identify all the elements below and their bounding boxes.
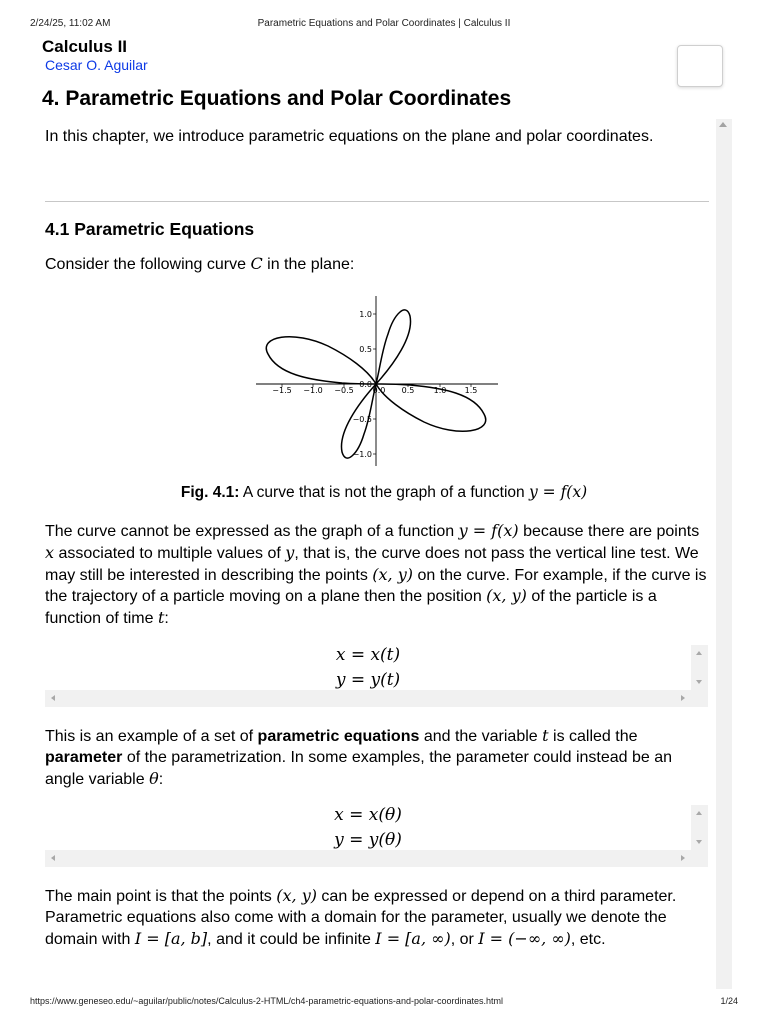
paragraph-curve bbox=[45, 254, 710, 276]
math: I = [a, ∞) bbox=[375, 928, 451, 948]
book-title[interactable]: Calculus II bbox=[42, 37, 128, 56]
math: t bbox=[542, 726, 549, 745]
intro-paragraph: In this chapter, we introduce parametric equations on the plane and polar coordinates. bbox=[45, 128, 654, 145]
paragraph-graph bbox=[45, 521, 710, 630]
figure-caption bbox=[0, 483, 768, 502]
term-parameter: parameter bbox=[45, 748, 123, 766]
math: t bbox=[157, 608, 165, 628]
para1-text-a: Consider the following curve bbox=[45, 256, 251, 273]
x-tick-label: 0.0 bbox=[372, 386, 386, 395]
text: The curve cannot be expressed as the graph of a function bbox=[45, 523, 459, 540]
equation-horizontal-scrollbar[interactable] bbox=[45, 850, 708, 867]
equation-block-t bbox=[45, 645, 708, 707]
text: , and it could be infinite bbox=[207, 930, 376, 948]
math: θ bbox=[149, 768, 159, 788]
paragraph-parameter bbox=[45, 726, 710, 790]
math: x bbox=[45, 542, 55, 562]
curve-lobe-upper bbox=[266, 310, 410, 384]
term-parametric-equations: parametric equations bbox=[257, 728, 420, 745]
y-tick-label: 1.0 bbox=[359, 310, 372, 319]
print-page-number: 1/24 bbox=[720, 996, 738, 1006]
equation-y-t: y = y(t) bbox=[335, 670, 401, 690]
y-tick-label: 0.5 bbox=[359, 345, 372, 354]
y-tick-label: 0.0 bbox=[359, 380, 372, 389]
text: : bbox=[164, 610, 169, 628]
para1-text-b: in the plane: bbox=[262, 256, 355, 273]
x-tick-label: −1.0 bbox=[303, 386, 323, 395]
paragraph-domain bbox=[45, 886, 710, 950]
equation-x-t: x = x(t) bbox=[335, 645, 401, 665]
x-tick-label: 0.5 bbox=[401, 386, 415, 395]
equation-x-theta: x = x(θ) bbox=[334, 805, 402, 825]
menu-button[interactable] bbox=[677, 45, 723, 87]
math: (x, y) bbox=[372, 564, 413, 584]
text: and the variable bbox=[419, 728, 543, 745]
author-link[interactable]: Cesar O. Aguilar bbox=[45, 57, 148, 73]
text: The main point is that the points bbox=[45, 888, 277, 905]
text: of the particle is a function of time bbox=[45, 588, 657, 628]
scroll-down-icon[interactable] bbox=[696, 680, 702, 684]
caption-math: y = f(x) bbox=[528, 483, 588, 501]
math: I = (−∞, ∞) bbox=[478, 928, 571, 948]
equation-block-theta bbox=[45, 805, 708, 867]
caption-label: Fig. 4.1: bbox=[180, 484, 240, 501]
scroll-right-icon[interactable] bbox=[681, 855, 685, 861]
para1-math-c: C bbox=[250, 254, 263, 273]
text: , or bbox=[450, 930, 479, 948]
section-title: 4.1 Parametric Equations bbox=[45, 219, 255, 239]
x-tick-label: 1.5 bbox=[464, 386, 478, 395]
x-tick-label: 1.0 bbox=[433, 386, 447, 395]
scroll-up-icon[interactable] bbox=[719, 122, 727, 127]
y-tick-label: −1.0 bbox=[352, 450, 372, 459]
text: on the curve. For example, if the curve is the trajectory of a particle moving on a plane then the position bbox=[45, 566, 707, 606]
scroll-left-icon[interactable] bbox=[51, 695, 55, 701]
text: This is an example of a set of bbox=[45, 728, 258, 745]
scroll-up-icon[interactable] bbox=[696, 811, 702, 815]
math: I = [a, b] bbox=[134, 928, 208, 948]
scroll-right-icon[interactable] bbox=[681, 695, 685, 701]
chapter-title: 4. Parametric Equations and Polar Coordinates bbox=[42, 87, 512, 110]
print-datetime: 2/24/25, 11:02 AM bbox=[30, 18, 111, 29]
print-url: https://www.geneseo.edu/~aguilar/public/notes/Calculus-2-HTML/ch4-parametric-equations-and-polar-coordinates.html bbox=[30, 996, 503, 1006]
equation-vertical-scrollbar[interactable] bbox=[691, 805, 708, 850]
text: : bbox=[158, 770, 164, 788]
math: y = f(x) bbox=[458, 521, 519, 540]
text: because there are points bbox=[518, 523, 700, 540]
text: is called the bbox=[548, 728, 638, 745]
text: of the parametrization. In some examples, the parameter could instead be an angle variable bbox=[45, 748, 673, 788]
text: , etc. bbox=[570, 930, 606, 948]
equation-horizontal-scrollbar[interactable] bbox=[45, 690, 708, 707]
page-scrollbar[interactable] bbox=[716, 119, 732, 989]
curve-figure bbox=[252, 296, 502, 470]
divider bbox=[45, 201, 709, 202]
math: (x, y) bbox=[276, 886, 317, 905]
print-doc-title: Parametric Equations and Polar Coordinates | Calculus II bbox=[257, 18, 511, 29]
math: y bbox=[285, 542, 295, 562]
y-tick-label: −0.5 bbox=[352, 415, 372, 424]
text: can be expressed or depend on a third parameter. Parametric equations also come with a domain for the parameter, usually we denote the domain with bbox=[45, 888, 677, 948]
x-tick-label: −1.5 bbox=[272, 386, 292, 395]
scroll-up-icon[interactable] bbox=[696, 651, 702, 655]
text: , that is, the curve does not pass the vertical line test. We may still be interested in describing the points bbox=[45, 544, 699, 584]
x-tick-label: −0.5 bbox=[334, 386, 354, 395]
scroll-down-icon[interactable] bbox=[696, 840, 702, 844]
caption-text: A curve that is not the graph of a function bbox=[239, 484, 529, 501]
scroll-left-icon[interactable] bbox=[51, 855, 55, 861]
text: associated to multiple values of bbox=[54, 544, 286, 562]
equation-y-theta: y = y(θ) bbox=[334, 830, 402, 850]
math: (x, y) bbox=[486, 586, 527, 606]
equation-vertical-scrollbar[interactable] bbox=[691, 645, 708, 690]
